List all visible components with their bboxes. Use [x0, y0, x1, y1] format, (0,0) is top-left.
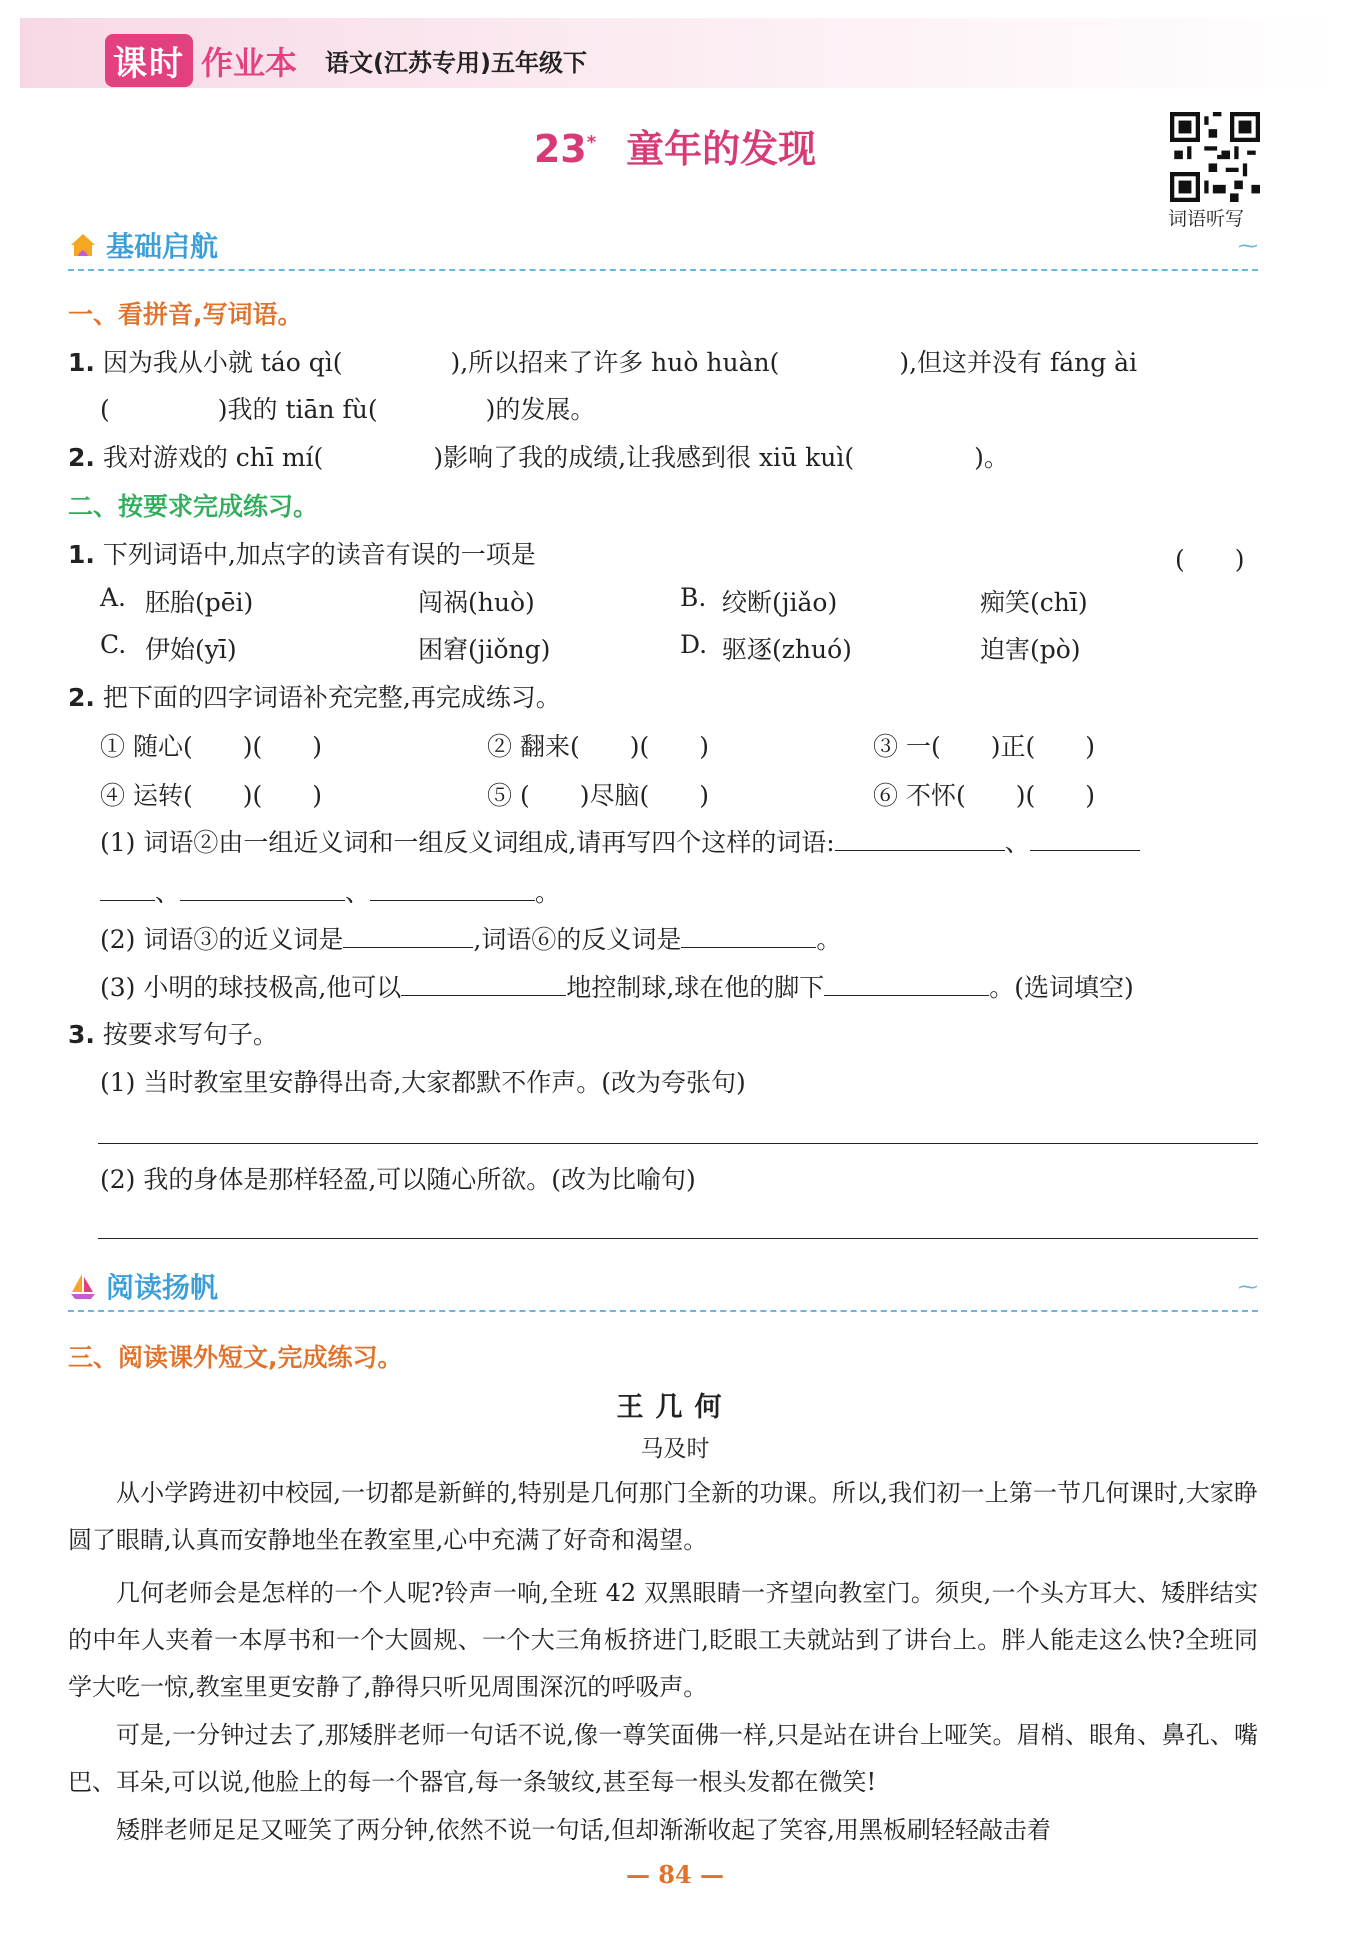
q-number: 2.	[68, 443, 95, 472]
idiom-3[interactable]: ③ 一( )正( )	[873, 732, 1095, 761]
idiom-5[interactable]: ⑤ ( )尽脑( )	[487, 781, 709, 810]
text-segment: (	[100, 395, 110, 424]
qr-label: 词语听写	[1168, 208, 1245, 230]
brand-logo: 课时	[105, 34, 193, 87]
answer-blank[interactable]	[681, 923, 816, 948]
brand-name: 作业本	[201, 43, 298, 82]
text-segment: )影响了我的成绩,让我感到很 xiū kuì(	[433, 443, 855, 472]
sub-text: 地控制球,球在他的脚下	[566, 973, 825, 1002]
sub-question-1: (1) 词语②由一组近义词和一组反义词组成,请再写四个这样的词语: 、	[100, 823, 1140, 859]
idiom-1[interactable]: ① 随心( )( )	[100, 732, 322, 761]
sentence-task-1: (1) 当时教室里安静得出奇,大家都默不作声。(改为夸张句)	[100, 1068, 746, 1097]
q-number: 1.	[68, 540, 95, 569]
section-reading	[68, 1266, 1258, 1312]
article-paragraph: 矮胖老师足足又哑笑了两分钟,依然不说一句话,但却渐渐收起了笑容,用黑板刷轻轻敲击着	[116, 1816, 1051, 1844]
option-c-letter: C.	[100, 630, 127, 659]
answer-line[interactable]	[98, 1143, 1258, 1144]
part3-heading: 三、阅读课外短文,完成练习。	[68, 1343, 403, 1372]
lesson-title	[0, 118, 1350, 173]
answer-blank[interactable]	[835, 826, 1005, 851]
text-segment: ),所以招来了许多 huò huàn(	[450, 348, 780, 377]
q-number: 1.	[68, 348, 95, 377]
idiom-2[interactable]: ② 翻来( )( )	[487, 732, 709, 761]
option-b-letter: B.	[680, 583, 707, 612]
lesson-star: *	[586, 132, 597, 154]
text-segment: 因为我从小就 táo qì(	[102, 348, 343, 377]
q-number: 2.	[68, 683, 95, 712]
option-d-word2: 迫害(pò)	[980, 635, 1081, 664]
lesson-name: 童年的发现	[626, 127, 817, 171]
answer-paren[interactable]: ( )	[1175, 545, 1245, 574]
answer-blank[interactable]	[824, 971, 989, 996]
section-basic-label: 基础启航	[106, 230, 219, 263]
answer-blank[interactable]	[343, 923, 473, 948]
house-icon	[68, 231, 98, 259]
sub-text: (1) 词语②由一组近义词和一组反义词组成,请再写四个这样的词语:	[100, 828, 835, 857]
sub-text: 。	[816, 925, 842, 954]
option-a-letter: A.	[100, 583, 127, 612]
part2-q1	[68, 535, 536, 571]
page-number: — 84 —	[625, 1860, 725, 1889]
part1-q1-line2	[100, 390, 595, 426]
sub-text: ,词语⑥的反义词是	[473, 925, 682, 954]
text-segment: 我对游戏的 chī mí(	[102, 443, 324, 472]
idiom-4[interactable]: ④ 运转( )( )	[100, 781, 322, 810]
article-paragraph: 几何老师会是怎样的一个人呢?铃声一响,全班 42 双黑眼睛一齐望向教室门。须臾,一个头方耳大、矮胖结实的中年人夹着一本厚书和一个大圆规、一个大三角板挤进门,眨眼工夫就站到了讲台上。胖人能走这么快?全班同学大吃一惊,教室里更安静了,静得只听见周围深沉的呼吸声。	[68, 1579, 1258, 1701]
sub-question-2	[100, 920, 841, 956]
part1-heading: 一、看拼音,写词语。	[68, 300, 303, 329]
part1-q2-line	[68, 438, 1009, 474]
sub-text: (2) 词语③的近义词是	[100, 925, 344, 954]
brand-bar	[105, 34, 587, 87]
section-reading-label: 阅读扬帆	[106, 1271, 219, 1304]
part2-q2	[68, 678, 561, 714]
sailboat-icon	[68, 1271, 98, 1301]
option-c-word2: 困窘(jiǒng)	[418, 635, 551, 664]
text-segment: )我的 tiān fù(	[217, 395, 378, 424]
part2-heading: 二、按要求完成练习。	[68, 492, 319, 521]
option-b-word2: 痴笑(chī)	[980, 588, 1088, 617]
option-a-word2: 闯祸(huò)	[418, 588, 535, 617]
option-b-word1: 绞断(jiǎo)	[722, 588, 838, 617]
option-d-letter: D.	[680, 630, 708, 659]
q-text: 把下面的四字词语补充完整,再完成练习。	[102, 683, 561, 712]
answer-line[interactable]	[98, 1238, 1258, 1239]
option-a-word1: 胚胎(pēi)	[145, 588, 254, 617]
text-segment: )。	[974, 443, 1009, 472]
sub-question-1-cont: 、 、 。	[100, 873, 560, 909]
article-paragraph: 可是,一分钟过去了,那矮胖老师一句话不说,像一尊笑面佛一样,只是站在讲台上哑笑。眉梢、眼角、鼻孔、嘴巴、耳朵,可以说,他脸上的每一个器官,每一条皱纹,甚至每一根头发都在微笑!	[68, 1721, 1258, 1796]
text-segment: )的发展。	[485, 395, 596, 424]
sub-text: (3) 小明的球技极高,他可以	[100, 973, 402, 1002]
sentence-task-2: (2) 我的身体是那样轻盈,可以随心所欲。(改为比喻句)	[100, 1165, 696, 1194]
subject-label: 语文(江苏专用)五年级下	[325, 49, 587, 77]
qr-code-icon[interactable]	[1170, 112, 1260, 202]
section-basic	[68, 225, 1258, 271]
sub-question-3	[100, 968, 1134, 1004]
sub-text: 。(选词填空)	[989, 973, 1134, 1002]
q-text: 下列词语中,加点字的读音有误的一项是	[102, 540, 536, 569]
article-paragraph: 从小学跨进初中校园,一切都是新鲜的,特别是几何那门全新的功课。所以,我们初一上第一节几何课时,大家睁圆了眼睛,认真而安静地坐在教室里,心中充满了好奇和渴望。	[68, 1479, 1258, 1554]
swirl-icon: ⁓	[1238, 1274, 1258, 1298]
answer-blank[interactable]	[180, 876, 345, 901]
answer-blank[interactable]	[370, 876, 535, 901]
idiom-6[interactable]: ⑥ 不怀( )( )	[873, 781, 1095, 810]
lesson-number: 23	[533, 127, 587, 171]
option-d-word1: 驱逐(zhuó)	[722, 635, 852, 664]
article-title: 王几何	[616, 1392, 734, 1423]
answer-blank[interactable]	[401, 971, 566, 996]
q-text: 按要求写句子。	[102, 1020, 278, 1049]
answer-blank[interactable]	[100, 876, 155, 901]
q-number: 3.	[68, 1020, 95, 1049]
answer-blank[interactable]	[1030, 826, 1140, 851]
text-segment: ),但这并没有 fáng ài	[899, 348, 1138, 377]
article-author: 马及时	[640, 1436, 710, 1462]
part2-q3	[68, 1015, 278, 1051]
swirl-icon: ⁓	[1238, 233, 1258, 257]
part1-q1-line1	[68, 343, 1137, 379]
option-c-word1: 伊始(yī)	[145, 635, 237, 664]
